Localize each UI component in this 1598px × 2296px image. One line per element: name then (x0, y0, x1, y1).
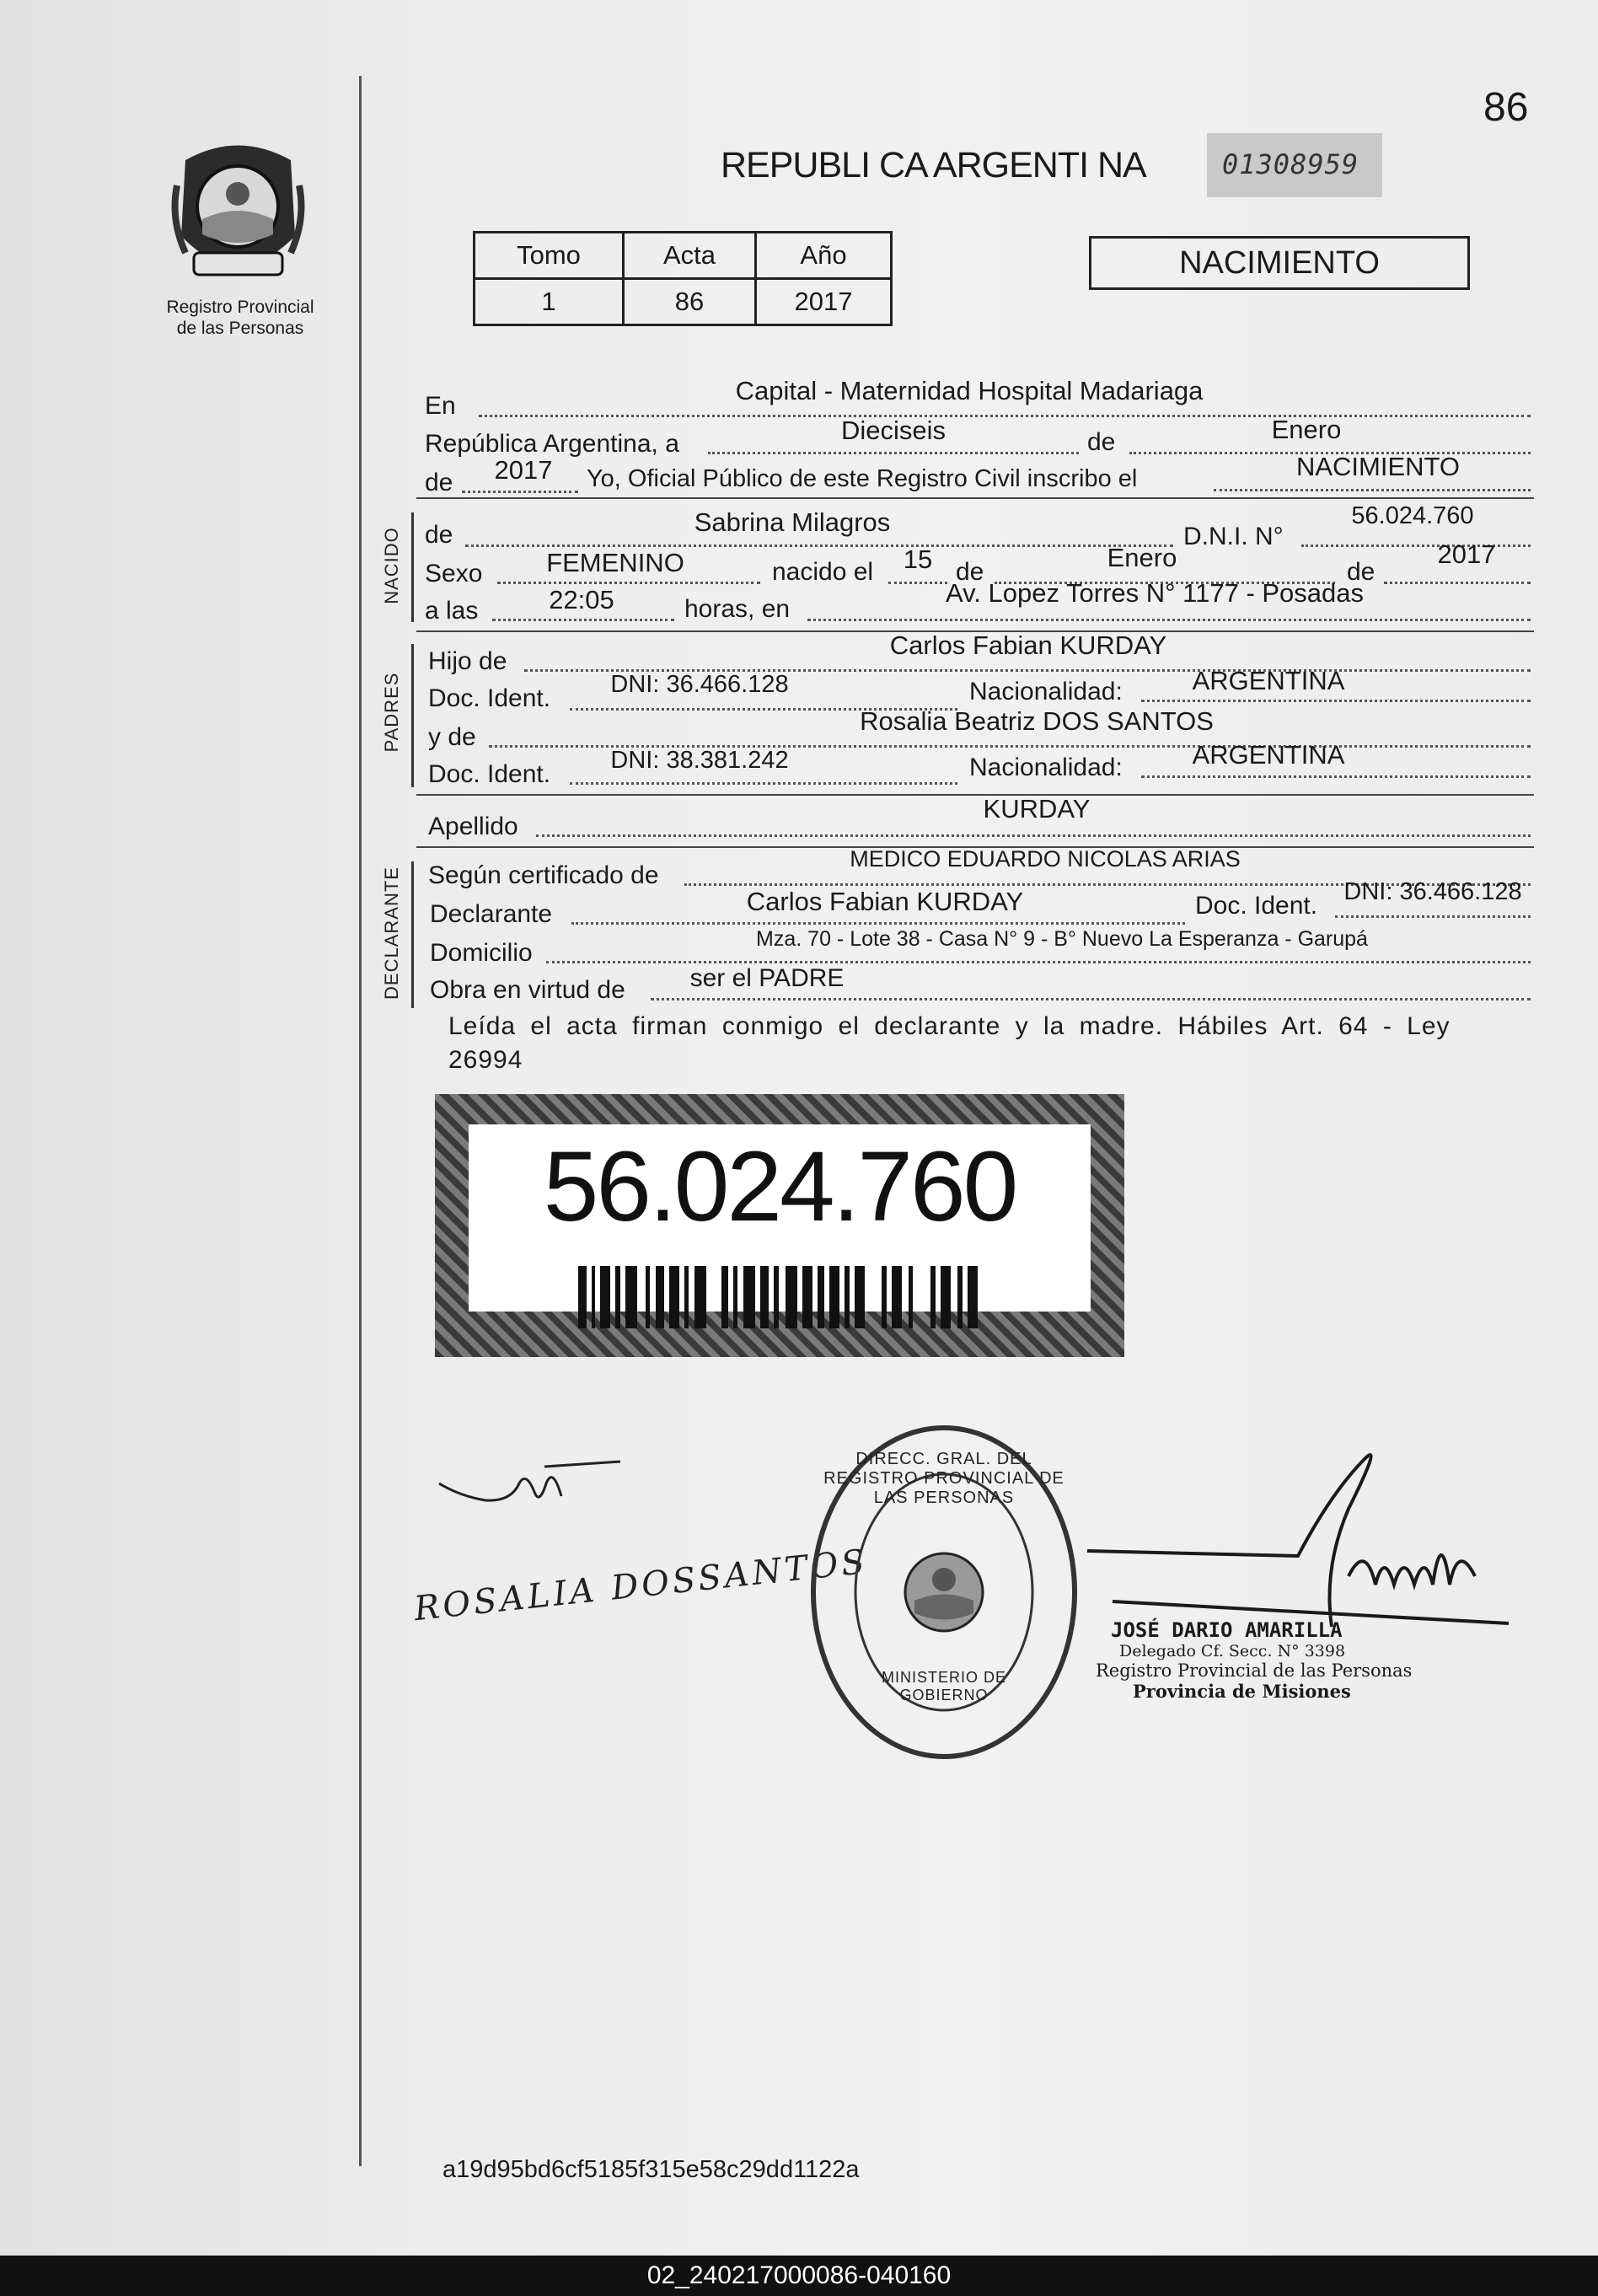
table-value-ano: 2017 (756, 279, 892, 325)
dotted-line (651, 998, 1531, 1000)
father-nationality-value: ARGENTINA (1192, 666, 1345, 695)
label-a-las: a las (425, 597, 479, 625)
dotted-line (1335, 915, 1531, 918)
label-doc-ident3: Doc. Ident. (1195, 892, 1318, 920)
dotted-line (1141, 775, 1531, 778)
logo-caption (126, 297, 354, 339)
dni-value: 56.024.760 (1351, 502, 1474, 529)
time-value: 22:05 (549, 585, 614, 614)
record-value: NACIMIENTO (1295, 452, 1461, 481)
label-nacido-el: nacido el (772, 558, 874, 586)
section-bar-declarante (411, 861, 414, 1008)
birth-place-value: Av. Lopez Torres N° 1177 - Posadas (945, 578, 1365, 608)
table-value-tomo: 1 (475, 279, 624, 325)
certificate-value: MEDICO EDUARDO NICOLAS ARIAS (850, 846, 1241, 872)
sex-value: FEMENINO (546, 548, 684, 577)
table-header-ano: Año (756, 233, 892, 279)
label-dni: D.N.I. N° (1183, 523, 1284, 550)
label-de: de (425, 521, 453, 549)
child-name-value: Sabrina Milagros (694, 507, 891, 537)
month-value: Enero (1271, 415, 1342, 444)
apellido-value: KURDAY (983, 794, 1091, 823)
address-value: Mza. 70 - Lote 38 - Casa N° 9 - B° Nuevo La Esperanza - Garupá (756, 927, 1368, 951)
official-name: JOSÉ DARIO AMARILLA (1111, 1618, 1343, 1642)
birth-month-value: Enero (1107, 543, 1177, 572)
label-de: de (1087, 428, 1116, 456)
document-hash: a19d95bd6cf5185f315e58c29dd1122a (442, 2156, 860, 2183)
dotted-line (807, 619, 1531, 621)
label-de2: de (956, 558, 984, 586)
record-type-box: NACIMIENTO (1089, 236, 1470, 290)
label-horas-en: horas, en (684, 595, 791, 623)
dni-number-plate (435, 1094, 1124, 1357)
registry-table (473, 231, 893, 326)
dotted-line (492, 619, 674, 621)
section-label-padres: PADRES (381, 672, 402, 753)
official-signature-block (1096, 1618, 1450, 1702)
serial-number: 01308959 (1222, 148, 1359, 180)
reason-value: ser el PADRE (689, 964, 845, 992)
table-header-tomo: Tomo (475, 233, 624, 279)
birth-day-value: 15 (903, 544, 933, 574)
plate-inner (469, 1124, 1091, 1312)
logo-caption-line2: de las Personas (176, 319, 304, 338)
logo-caption-line1: Registro Provincial (166, 298, 314, 317)
label-domicilio: Domicilio (430, 939, 533, 967)
label-nacionalidad2: Nacionalidad: (969, 754, 1123, 781)
label-republica: República Argentina, a (425, 430, 679, 458)
mother-name-value: Rosalia Beatriz DOS SANTOS (860, 706, 1214, 736)
section-bar-padres (411, 644, 414, 787)
province-seal-logo (169, 135, 308, 291)
label-doc-ident2: Doc. Ident. (428, 760, 551, 788)
section-label-nacido: NACIDO (381, 527, 402, 604)
label-nacionalidad: Nacionalidad: (969, 678, 1123, 705)
label-en: En (425, 392, 456, 420)
section-label-declarante: DECLARANTE (381, 866, 402, 1000)
father-name-value: Carlos Fabian KURDAY (889, 630, 1167, 660)
mother-doc-value: DNI: 38.381.242 (610, 747, 789, 774)
label-y-de: y de (428, 723, 476, 751)
official-province: Provincia de Misiones (1133, 1681, 1351, 1702)
table-value-acta: 86 (624, 279, 756, 325)
label-segun-certificado: Según certificado de (428, 861, 659, 889)
barcode-icon (578, 1266, 983, 1328)
year-value: 2017 (494, 455, 553, 485)
label-hijo-de: Hijo de (428, 647, 507, 675)
dotted-line (1214, 489, 1531, 491)
label-declarante: Declarante (430, 900, 553, 928)
mother-nationality-value: ARGENTINA (1192, 740, 1345, 770)
document-title: REPUBLI CA ARGENTI NA (721, 145, 1146, 185)
label-de2: de (425, 469, 453, 496)
section-rule (416, 497, 1534, 499)
official-title: Delegado Cf. Secc. N° 3398 (1119, 1642, 1346, 1660)
label-apellido: Apellido (428, 813, 518, 840)
dotted-line (497, 582, 760, 584)
plate-dni-number: 56.024.760 (543, 1131, 1016, 1242)
declarante-name-value: Carlos Fabian KURDAY (746, 887, 1024, 916)
dotted-line (462, 491, 578, 493)
mother-handwritten-signature: ROSALIA DOSSANTOS (412, 1542, 870, 1629)
footer-id-bar: 02_240217000086-040160 (0, 2256, 1598, 2296)
label-sexo: Sexo (425, 560, 483, 587)
label-de3: de (1347, 558, 1375, 586)
dotted-line (1141, 700, 1531, 702)
dotted-line (536, 834, 1531, 837)
birth-year-value: 2017 (1437, 539, 1496, 569)
declarante-doc-value: DNI: 36.466.128 (1343, 878, 1522, 905)
section-bar-nacido (411, 512, 414, 622)
label-doc-ident: Doc. Ident. (428, 684, 551, 712)
dotted-line (570, 782, 957, 785)
label-obra-en-virtud: Obra en virtud de (430, 976, 625, 1004)
label-oficial: Yo, Oficial Público de este Registro Civil inscribo el (587, 465, 1138, 492)
father-doc-value: DNI: 36.466.128 (610, 671, 789, 698)
closing-text: Leída el acta firman conmigo el declarante y la madre. Hábiles Art. 64 - Ley 26994 (448, 1012, 1451, 1074)
declarant-signature (435, 1450, 629, 1526)
left-margin-line (359, 76, 362, 2166)
dotted-line (571, 922, 1185, 925)
dotted-line (546, 961, 1531, 963)
stamp-inner-text: MINISTERIO DE GOBIERNO (881, 1669, 1006, 1703)
dotted-line (708, 452, 1079, 454)
page-number: 86 (1483, 85, 1529, 130)
stamp-text: DIRECC. GRAL. DEL REGISTRO PROVINCIAL DE LAS PERSONAS (823, 1450, 1064, 1507)
place-value: Capital - Maternidad Hospital Madariaga (735, 376, 1204, 405)
official-org: Registro Provincial de las Personas (1096, 1660, 1413, 1681)
table-header-acta: Acta (624, 233, 756, 279)
day-value: Dieciseis (840, 416, 946, 445)
